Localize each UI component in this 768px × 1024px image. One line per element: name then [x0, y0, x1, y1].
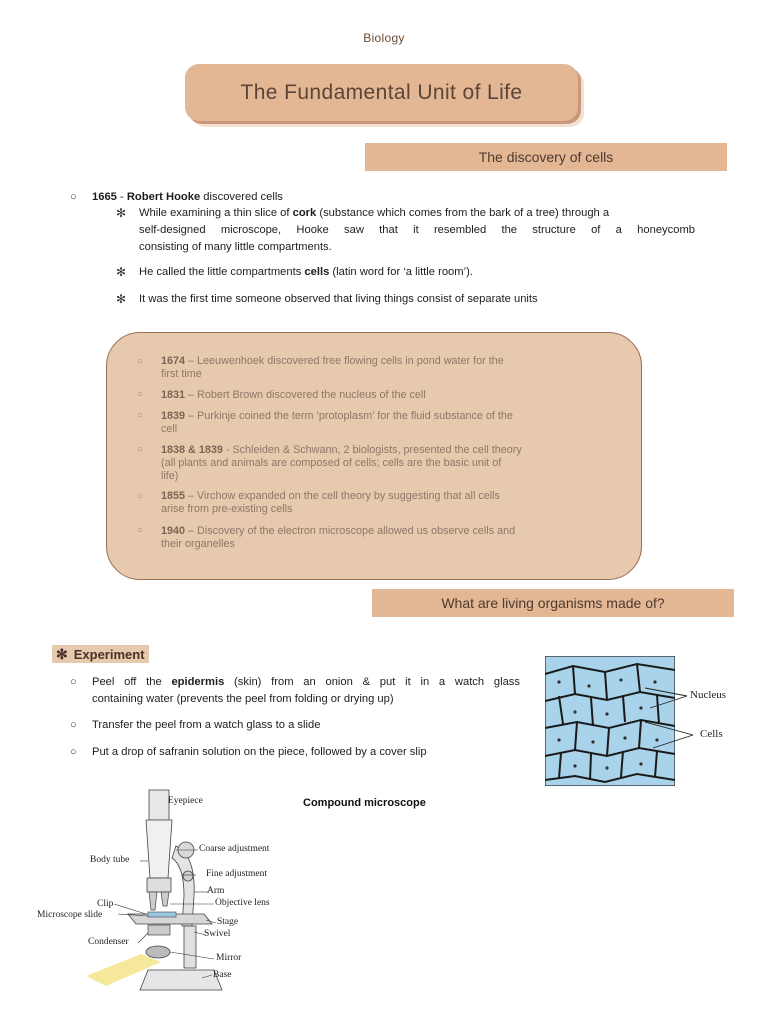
hooke-text: discovered cells — [200, 191, 283, 203]
hooke-point-1-line2: self-designed microscope, Hooke saw that it resembled the structure of a honeycomb — [139, 224, 695, 236]
nucleus-label: Nucleus — [690, 689, 727, 701]
label-body-tube: Body tube — [90, 855, 130, 865]
timeline-bullet: ○ — [137, 389, 144, 400]
hooke-point-2: He called the little compartments cells (latin word for ‘a little room’). — [139, 266, 473, 278]
microscope-caption: Compound microscope — [303, 797, 426, 809]
subject-label: Biology — [363, 31, 405, 45]
hooke-name: Robert Hooke — [126, 191, 201, 203]
label-swivel: Swivel — [204, 929, 231, 939]
timeline-bullet: ○ — [137, 525, 144, 536]
label-stage: Stage — [217, 917, 239, 927]
label-arm: Arm — [207, 886, 225, 896]
experiment-step-1: Peel off the epidermis (skin) from an onion & put it in a watch glass — [92, 676, 520, 688]
experiment-heading: ✻ Experiment — [52, 645, 149, 663]
hooke-year: 1665 — [92, 191, 117, 203]
timeline-item-1831: 1831 – Robert Brown discovered the nucleus of the cell — [161, 389, 426, 401]
hooke-entry: 1665 - Robert Hooke discovered cells — [92, 191, 283, 203]
onion-label-pointers — [645, 680, 695, 750]
timeline-bullet: ○ — [137, 491, 144, 502]
label-objective-lens: Objective lens — [215, 898, 270, 908]
experiment-step-2: Transfer the peel from a watch glass to a slide — [92, 719, 321, 731]
timeline-bullet: ○ — [137, 410, 144, 421]
hooke-point-3: It was the first time someone observed that living things consist of separate units — [139, 293, 538, 305]
label-clip: Clip — [97, 899, 114, 909]
timeline-item-1838-1839: 1838 & 1839 - Schleiden & Schwann, 2 biologists, presented the cell theory (all plants and animals are composed of cells; cells are the basic unit of life) — [161, 444, 522, 482]
timeline-item-1674: 1674 – Leeuwenhoek discovered free flowing cells in pond water for the first time — [161, 355, 504, 380]
label-base: Base — [213, 970, 232, 980]
list-bullet: ○ — [70, 676, 77, 688]
star-bullet: ✻ — [116, 206, 127, 220]
page-title: The Fundamental Unit of Life — [240, 80, 523, 104]
list-bullet: ○ — [70, 719, 77, 731]
label-coarse-adjustment: Coarse adjustment — [199, 844, 270, 854]
experiment-step-3: Put a drop of safranin solution on the piece, followed by a cover slip — [92, 746, 427, 758]
experiment-step-1-line2: containing water (prevents the peel from folding or drying up) — [92, 693, 394, 705]
label-microscope-slide: Microscope slide — [37, 910, 103, 920]
timeline-bullet: ○ — [137, 444, 144, 455]
list-bullet: ○ — [70, 191, 77, 203]
label-condenser: Condenser — [88, 937, 129, 947]
list-bullet: ○ — [70, 746, 77, 758]
section-heading-discovery: The discovery of cells — [365, 143, 727, 171]
timeline-item-1839: 1839 – Purkinje coined the term ‘protoplasm’ for the fluid substance of the cell — [161, 410, 513, 435]
hooke-point-1: While examining a thin slice of cork (substance which comes from the bark of a tree) through a — [139, 207, 610, 219]
timeline-bullet: ○ — [137, 356, 144, 367]
star-bullet: ✻ — [116, 265, 127, 279]
timeline-item-1855: 1855 – Virchow expanded on the cell theory by suggesting that all cells arise from pre-existing cells — [161, 490, 500, 515]
label-mirror: Mirror — [216, 953, 242, 963]
timeline-item-1940: 1940 – Discovery of the electron microscope allowed us observe cells and their organelles — [161, 525, 516, 550]
cells-label: Cells — [700, 728, 723, 740]
star-bullet: ✻ — [116, 292, 127, 306]
hooke-point-1-line3: consisting of many little compartments. — [139, 241, 332, 253]
section-heading-organisms: What are living organisms made of? — [372, 589, 734, 617]
star-icon: ✻ — [56, 645, 68, 662]
page-title-box — [185, 64, 578, 121]
label-fine-adjustment: Fine adjustment — [206, 869, 267, 879]
microscope-illustration — [36, 786, 296, 1000]
label-eyepiece: Eyepiece — [168, 796, 203, 806]
